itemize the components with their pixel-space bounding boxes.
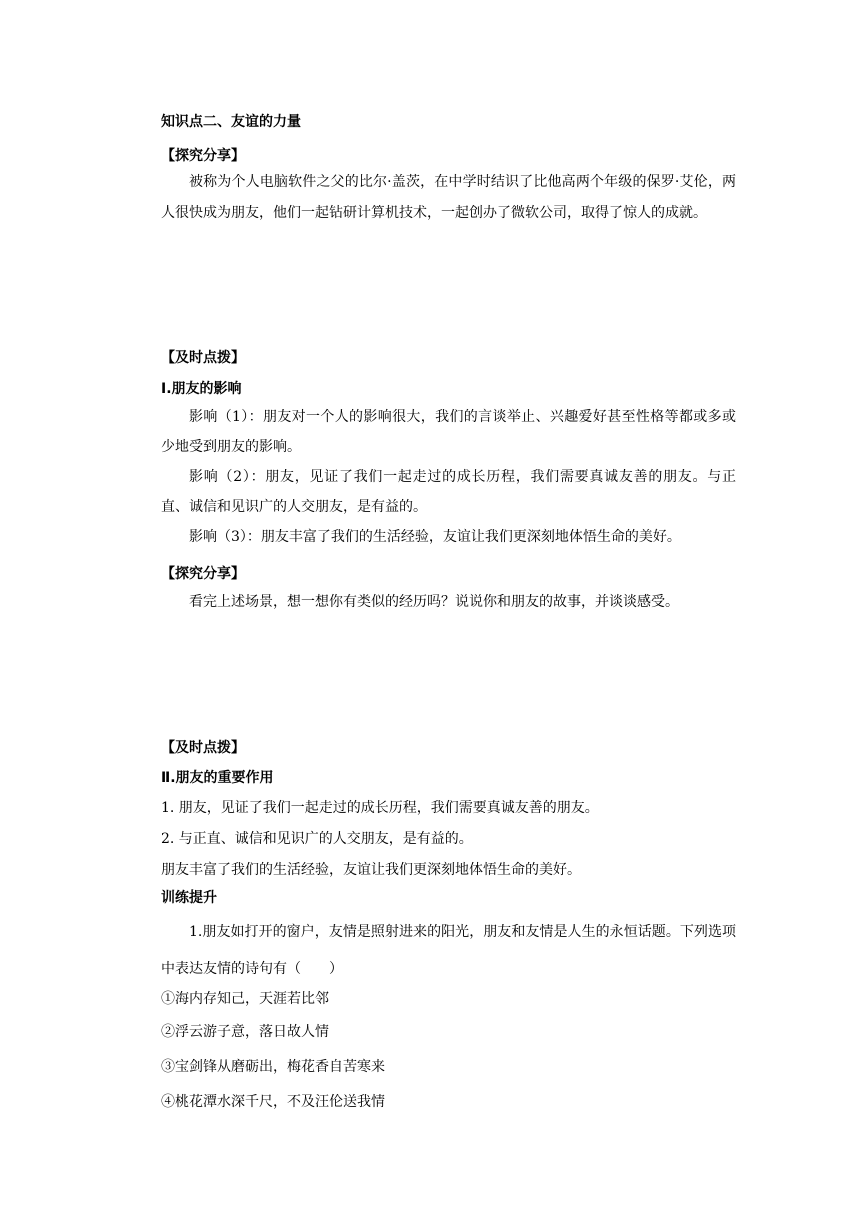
influence-item-3: 影响（3）：朋友丰富了我们的生活经验，友谊让我们更深刻地体悟生命的美好。: [189, 529, 681, 545]
explore-text-2: 看完上述场景，想一想你有类似的经历吗？说说你和朋友的故事，并谈谈感受。: [189, 594, 679, 610]
explore-heading-1: 【探究分享】: [161, 148, 245, 164]
option-2: ②浮云游子意，落日故人情: [161, 1024, 329, 1040]
role-item-2: 2. 与正直、诚信和见识广的人交朋友，是有益的。: [161, 831, 473, 847]
tip-heading-1: 【及时点拨】: [161, 350, 245, 366]
option-4: ④桃花潭水深千尺，不及汪伦送我情: [161, 1094, 385, 1110]
influence-item-1: 影响（1）：朋友对一个人的影响很大，我们的言谈举止、兴趣爱好甚至性格等都或多或少地受到朋友的影响。: [161, 409, 736, 455]
option-3: ③宝剑锋从磨砺出，梅花香自苦寒来: [161, 1059, 385, 1075]
role-item-1: 1. 朋友，见证了我们一起走过的成长历程，我们需要真诚友善的朋友。: [161, 800, 599, 816]
tip-subheading-2: Ⅱ.朋友的重要作用: [161, 770, 274, 786]
section-title: 知识点二、友谊的力量: [161, 114, 301, 130]
influence-item-2: 影响（2）：朋友，见证了我们一起走过的成长历程，我们需要真诚友善的朋友。与正直、诚信和见识广的人交朋友，是有益的。: [161, 469, 736, 515]
role-item-3: 朋友丰富了我们的生活经验，友谊让我们更深刻地体悟生命的美好。: [161, 862, 581, 878]
explore-text-1: 被称为个人电脑软件之父的比尔·盖茨，在中学时结识了比他高两个年级的保罗·艾伦，两人很快成为朋友，他们一起钻研计算机技术，一起创办了微软公司，取得了惊人的成就。: [161, 174, 736, 221]
tip-subheading-1: Ⅰ.朋友的影响: [161, 381, 242, 397]
training-heading: 训练提升: [161, 890, 217, 906]
option-1: ①海内存知己，天涯若比邻: [161, 991, 329, 1007]
tip-heading-2: 【及时点拨】: [161, 740, 245, 756]
training-question: 1.朋友如打开的窗户，友情是照射进来的阳光，朋友和友情是人生的永恒话题。下列选项中表达友情的诗句有（ ）: [161, 924, 736, 977]
explore-heading-2: 【探究分享】: [161, 566, 245, 582]
